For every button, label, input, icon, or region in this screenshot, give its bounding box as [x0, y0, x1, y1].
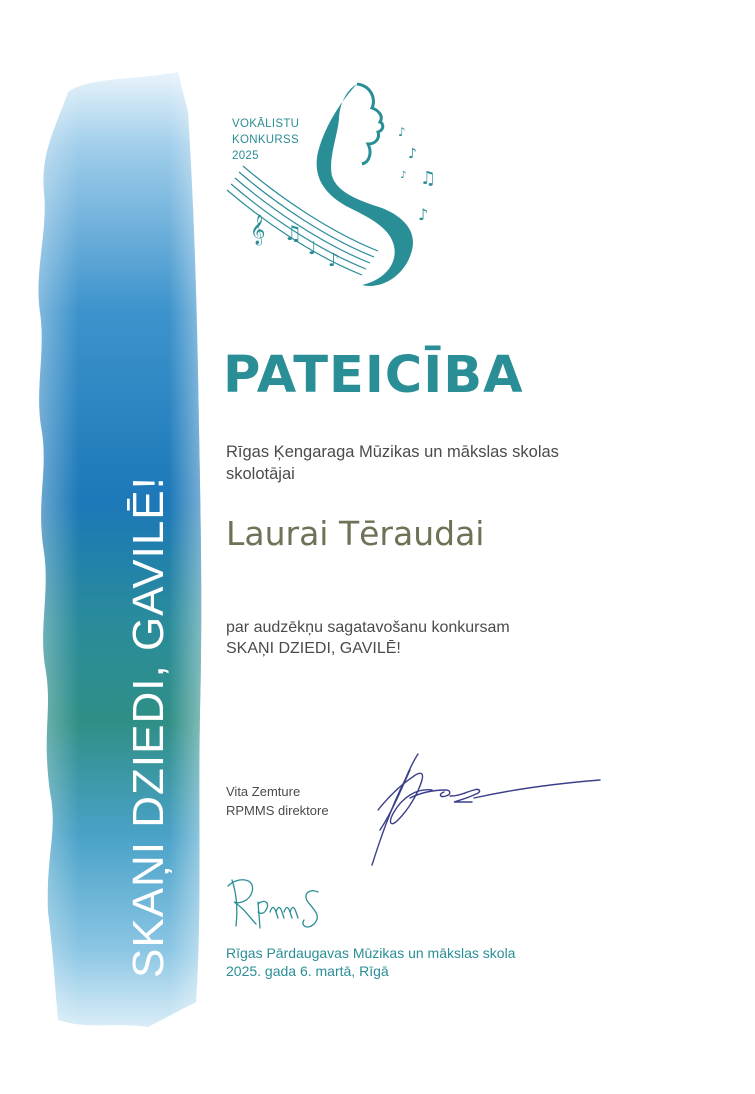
- logo-line-3: 2025: [232, 150, 259, 162]
- svg-text:♩: ♩: [308, 238, 317, 259]
- signatory-position: RPMMS direktore: [226, 803, 329, 818]
- svg-text:♪: ♪: [408, 146, 417, 162]
- award-reason-line-1: par audzēkņu sagatavošanu konkursam: [226, 619, 510, 636]
- school-monogram: [222, 872, 332, 934]
- svg-text:♪: ♪: [400, 170, 407, 181]
- signatory-block: [226, 782, 329, 820]
- svg-text:♫: ♫: [284, 221, 302, 245]
- svg-text:♪: ♪: [418, 205, 429, 224]
- logo-text: [232, 116, 299, 164]
- footer-school: Rīgas Pārdaugavas Mūzikas un mākslas skola: [226, 945, 516, 961]
- svg-text:♫: ♫: [420, 168, 437, 189]
- logo-line-1: VOKĀLISTU: [232, 118, 300, 130]
- handwritten-signature: [350, 750, 610, 870]
- vertical-slogan: SKAŅI DZIEDI, GAVILĒ!: [124, 476, 173, 978]
- svg-text:𝄞: 𝄞: [250, 215, 266, 245]
- recipient-institution-line-1: Rīgas Ķengaraga Mūzikas un mākslas skolas: [226, 443, 559, 461]
- music-logo: [222, 80, 447, 300]
- svg-text:♪: ♪: [398, 125, 406, 139]
- logo-line-2: KONKURSS: [232, 134, 299, 146]
- certificate-title: PATEICĪBA: [223, 346, 524, 405]
- recipient-institution: [226, 441, 666, 485]
- watercolor-banner: [28, 72, 206, 1032]
- svg-text:♪: ♪: [328, 250, 340, 271]
- award-reason: [226, 617, 666, 659]
- signatory-name: Vita Zemture: [226, 784, 301, 799]
- award-reason-line-2: SKAŅI DZIEDI, GAVILĒ!: [226, 640, 401, 657]
- footer-date-place: 2025. gada 6. martā, Rīgā: [226, 963, 389, 979]
- recipient-institution-line-2: skolotājai: [226, 465, 295, 483]
- footer: [226, 944, 515, 980]
- recipient-name: Laurai Tēraudai: [226, 514, 485, 553]
